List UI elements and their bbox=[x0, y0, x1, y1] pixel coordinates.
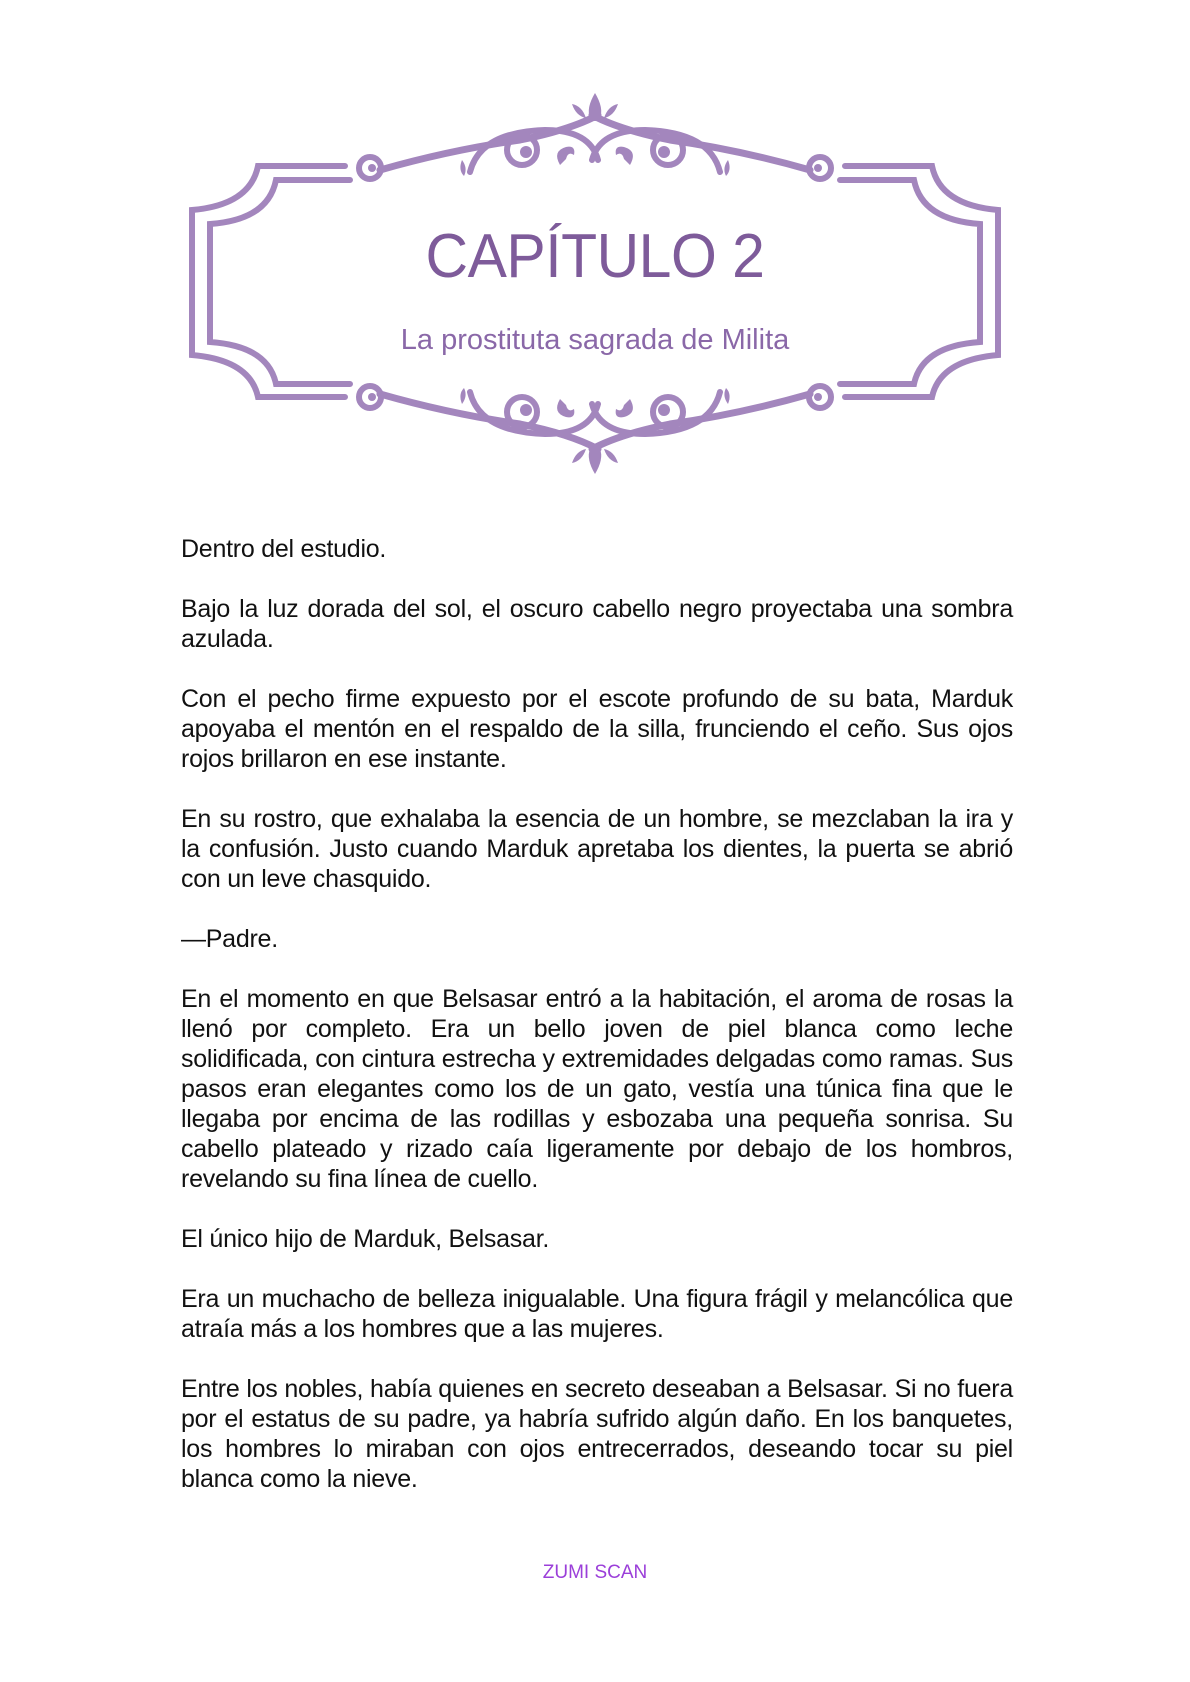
footer-watermark: ZUMI SCAN bbox=[542, 1562, 648, 1583]
paragraph: Entre los nobles, había quienes en secreto deseaban a Belsasar. Si no fuera por el estatus de su padre, ya habría sufrido algún daño. En los banquetes, los hombres lo miraban con ojos entrecerrados, deseando tocar su piel blanca como la nieve. bbox=[181, 1375, 1013, 1493]
paragraph: Era un muchacho de belleza inigualable. Una figura frágil y melancólica que atraía más a los hombres que a las mujeres. bbox=[181, 1285, 1013, 1343]
paragraph: —Padre. bbox=[181, 925, 278, 953]
paragraph: En su rostro, que exhalaba la esencia de un hombre, se mezclaban la ira y la confusión. Justo cuando Marduk apretaba los dientes, la puerta se abrió con un leve chasquido. bbox=[181, 805, 1013, 893]
chapter-title: CAPÍTULO 2 bbox=[425, 222, 765, 291]
paragraph: Bajo la luz dorada del sol, el oscuro cabello negro proyectaba una sombra azulada. bbox=[181, 595, 1013, 653]
chapter-subtitle: La prostituta sagrada de Milita bbox=[400, 324, 790, 356]
paragraph: En el momento en que Belsasar entró a la habitación, el aroma de rosas la llenó por completo. Era un bello joven de piel blanca como leche solidificada, con cintura estrecha y extremidades delgadas como ramas. Sus pasos eran elegantes como los de un gato, vestía una túnica fina que le llegaba por encima de las rodillas y esbozaba una pequeña sonrisa. Su cabello plateado y rizado caía ligeramente por debajo de los hombros, revelando su fina línea de cuello. bbox=[181, 985, 1013, 1193]
paragraph: Dentro del estudio. bbox=[181, 535, 387, 563]
chapter-body bbox=[181, 534, 1013, 1524]
paragraph: Con el pecho firme expuesto por el escote profundo de su bata, Marduk apoyaba el mentón en el respaldo de la silla, frunciendo el ceño. Sus ojos rojos brillaron en ese instante. bbox=[181, 685, 1013, 773]
paragraph: El único hijo de Marduk, Belsasar. bbox=[181, 1225, 550, 1253]
